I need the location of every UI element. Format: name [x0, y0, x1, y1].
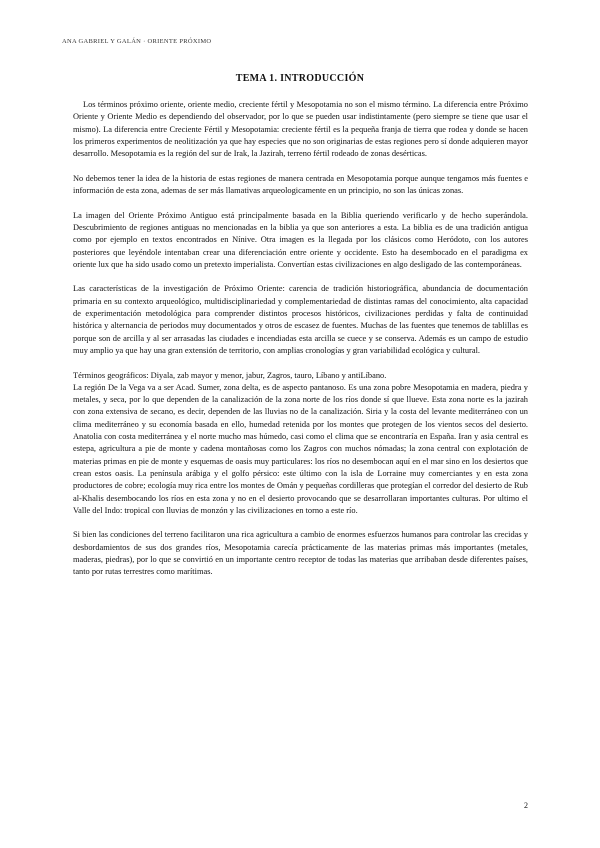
paragraph-regions: La región De la Vega va a ser Acad. Sumer, zona delta, es de aspecto pantanoso. Es una zona pobre Mesopotamia en madera, piedra y metales, y seca, por lo que dependen de la canalización de la zona norte de los ríos donde sí que llueve. Esta zona norte es la jazirah con zona extensiva de secano, es decir, dependen de las lluvias no de la canalización. Siria y la costa del levante mediterráneo con un clima mediterráneo y su economía basada en ello, humedad retenida por los montes que protegen de los vientos secos del desierto. Anatolia con costa mediterránea y el norte mucho mas húmedo, casi como el clima que se encontraría en España. Iran y asia central es estepa, agricultura a pie de monte y cadena montañosas como los Zagros con muchos nómadas; la zona central con explotación de materias primas en pie de monte y esquemas de oasis muy particulares: los ríos no desembocan aquí en el mar sino en los desiertos que crean estos oasis. La península arábiga y el golfo pérsico: este último con la isla de Lorraine muy comerciantes y en esta zona productores de cobre; ecología muy rica entre los montes de Omán y pequeñas cordilleras que protegían el corredor del desierto de Rub al-Khalis desembocando los ríos en esta zona y no en el desierto provocando que se desarrollaran importantes culturas. Por ultimo el Valle del Indo: tropical con lluvias de monzón y las civilizaciones en torno a este río.	[73, 382, 528, 515]
page-number: 2	[524, 801, 528, 810]
page-title: TEMA 1. INTRODUCCIÓN	[235, 73, 365, 84]
paragraph-bible-image: La imagen del Oriente Próximo Antiguo está principalmente basada en la Biblia queriendo verificarlo y de hecho superándola. Descubrimiento de regiones antiguas no mencionadas en la biblia ya que son anteriores a esta. La biblia es de una tradición antigua como por ejemplo en textos encontrados en Nínive. Otra imagen es la llegada por los clásicos como Heródoto, con los autores posteriores que leyéndole intentaban crear una diferenciación entre oriente y occidente. Esto ha desembocado en el paradigma ex oriente lux que ha sido usado como un pretexto imperialista. Convertían estas civilizaciones en algo desligado de las contemporáneas.	[73, 210, 528, 269]
running-head: ANA GABRIEL Y GALÁN · ORIENTE PRÓXIMO	[62, 38, 212, 45]
paragraph-geographic-terms: Términos geográficos: Diyala, zab mayor y menor, jabur, Zagros, tauro, Líbano y antiLíbano.	[73, 370, 387, 380]
paragraph-mesopotamia-focus: No debemos tener la idea de la historia de estas regiones de manera centrada en Mesopotamia porque aunque tengamos más fuentes e información de esta zona, ademas de ser más llamativas arqueologicamente en un principio, no son las únicas zonas.	[73, 173, 528, 196]
paragraph-raw-materials: Si bien las condiciones del terreno facilitaron una rica agricultura a cambio de enormes esfuerzos humanos para controlar las crecidas y desbordamientos de sus dos grandes ríos, Mesopotamia carecía prácticamente de las materias primas más importantes (metales, maderas, piedras), por lo que se convirtió en un importante centro receptor de todas las materias que arribaban desde diferentes países, tanto por rutas terrestres como marítimas.	[73, 530, 528, 577]
paragraph-research-characteristics: Las características de la investigación de Próximo Oriente: carencia de tradición historiográfica, abundancia de documentación primaria en su contexto arqueológico, multidisciplinariedad y complementariedad de distintas ramas del conocimiento, alta capacidad de experimentación metodológica para comprender distintos procesos históricos, civilizaciones perdidas y falta de continuidad histórica y alternancia de periodos muy documentados y otros de escasez de fuentes. Muchas de las fuentes que tenemos de tablillas es porque son de arcilla y al ser arrasadas las ciudades e incendiadas esta arcilla se cuece y se conserva. Además es un campo de estudio muy amplio ya que hay una gran extensión de territorio, con amplias cronologías y gran variabilidad ecológica y cultural.	[73, 284, 528, 355]
paragraph-terminology: Los términos próximo oriente, oriente medio, creciente fértil y Mesopotamia no son el mismo término. La diferencia entre Próximo Oriente y Oriente Medio es dependiendo del observador, por lo que se pueden usar indistintamente (pero siempre se tiene que usar el mismo). La diferencia entre Creciente Fértil y Mesopotamia: creciente fértil es la pequeña franja de tierra que rodea y donde se hacen los primeros experimentos de neolitización ya que hay especies que no son originarias de estas regiones pero sí donde adquieren mayor desarrollo. Mesopotamia es la región del sur de Irak, la Jazirah, terreno fértil rodeado de zonas desérticas.	[73, 100, 528, 159]
document-body	[73, 99, 528, 591]
